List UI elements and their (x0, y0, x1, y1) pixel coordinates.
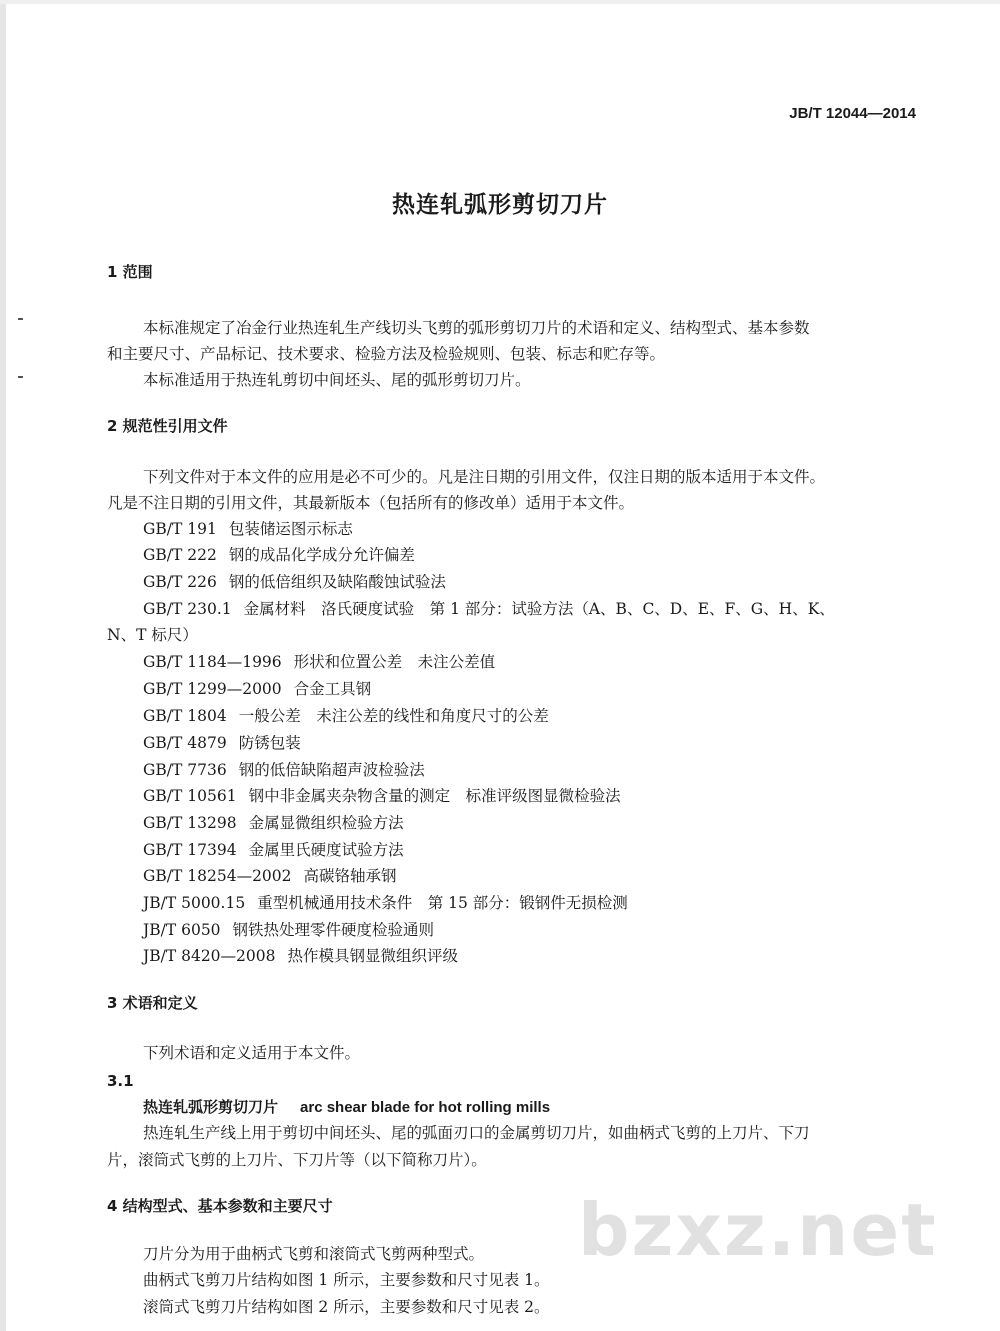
section-1-heading: 1 范围 (107, 263, 153, 281)
section-4-para-2: 曲柄式飞剪刀片结构如图 1 所示，主要参数和尺寸见表 1。 (143, 1271, 550, 1289)
term-definition-line-2: 片，滚筒式飞剪的上刀片、下刀片等（以下简称刀片）。 (107, 1151, 487, 1169)
standard-code: JB/T 12044—2014 (789, 105, 916, 122)
ref-item: GB/T 10561 钢中非金属夹杂物含量的测定 标准评级图显微检验法 (143, 787, 621, 805)
section-3-para: 下列术语和定义适用于本文件。 (143, 1044, 361, 1062)
ref-item: JB/T 5000.15 重型机械通用技术条件 第 15 部分：锻钢件无损检测 (143, 894, 628, 912)
term-english: arc shear blade for hot rolling mills (300, 1099, 551, 1116)
margin-mark (18, 376, 23, 378)
section-2-para-line-2: 凡是不注日期的引用文件，其最新版本（包括所有的修改单）适用于本文件。 (107, 494, 635, 512)
section-4-para-1: 刀片分为用于曲柄式飞剪和滚筒式飞剪两种型式。 (143, 1245, 485, 1263)
section-1-para-1-line-2: 和主要尺寸、产品标记、技术要求、检验方法及检验规则、包装、标志和贮存等。 (107, 345, 666, 363)
ref-item: GB/T 7736 钢的低倍缺陷超声波检验法 (143, 761, 425, 779)
ref-item: JB/T 8420—2008 热作模具钢显微组织评级 (143, 947, 458, 965)
margin-mark (18, 318, 23, 320)
section-1-para-1-line-1: 本标准规定了冶金行业热连轧生产线切头飞剪的弧形剪切刀片的术语和定义、结构型式、基本参数 (143, 319, 810, 337)
ref-item: GB/T 191 包装储运图示标志 (143, 520, 353, 538)
section-1-para-2: 本标准适用于热连轧剪切中间坯头、尾的弧形剪切刀片。 (143, 371, 531, 389)
ref-item: GB/T 222 钢的成品化学成分允许偏差 (143, 546, 415, 564)
ref-item: GB/T 18254—2002 高碳铬轴承钢 (143, 867, 397, 885)
ref-item-continuation: N、T 标尺） (107, 626, 198, 644)
term-definition-line-1: 热连轧生产线上用于剪切中间坯头、尾的弧面刃口的金属剪切刀片，如曲柄式飞剪的上刀片、下刀 (143, 1124, 810, 1142)
term-chinese: 热连轧弧形剪切刀片 (143, 1098, 279, 1116)
term-entry (143, 1097, 550, 1118)
section-4-para-3: 滚筒式飞剪刀片结构如图 2 所示，主要参数和尺寸见表 2。 (143, 1298, 550, 1316)
ref-item: GB/T 1299—2000 合金工具钢 (143, 680, 372, 698)
ref-item: GB/T 4879 防锈包装 (143, 734, 301, 752)
ref-item: JB/T 6050 钢铁热处理零件硬度检验通则 (143, 921, 435, 939)
subsection-number: 3.1 (107, 1072, 134, 1090)
ref-item: GB/T 1184—1996 形状和位置公差 未注公差值 (143, 653, 496, 671)
ref-item: GB/T 1804 一般公差 未注公差的线性和角度尺寸的公差 (143, 707, 549, 725)
ref-item: GB/T 226 钢的低倍组织及缺陷酸蚀试验法 (143, 573, 446, 591)
section-2-heading: 2 规范性引用文件 (107, 417, 228, 435)
ref-item: GB/T 13298 金属显微组织检验方法 (143, 814, 404, 832)
document-title: 热连轧弧形剪切刀片 (392, 192, 608, 218)
ref-item: GB/T 17394 金属里氏硬度试验方法 (143, 841, 404, 859)
ref-item: GB/T 230.1 金属材料 洛氏硬度试验 第 1 部分：试验方法（A、B、C、D、E、F、G、H、K、 (143, 600, 835, 618)
section-2-para-line-1: 下列文件对于本文件的应用是必不可少的。凡是注日期的引用文件，仅注日期的版本适用于本文件。 (143, 468, 826, 486)
section-3-heading: 3 术语和定义 (107, 994, 198, 1012)
section-4-heading: 4 结构型式、基本参数和主要尺寸 (107, 1197, 333, 1215)
watermark: bzxz.net (578, 1188, 938, 1272)
